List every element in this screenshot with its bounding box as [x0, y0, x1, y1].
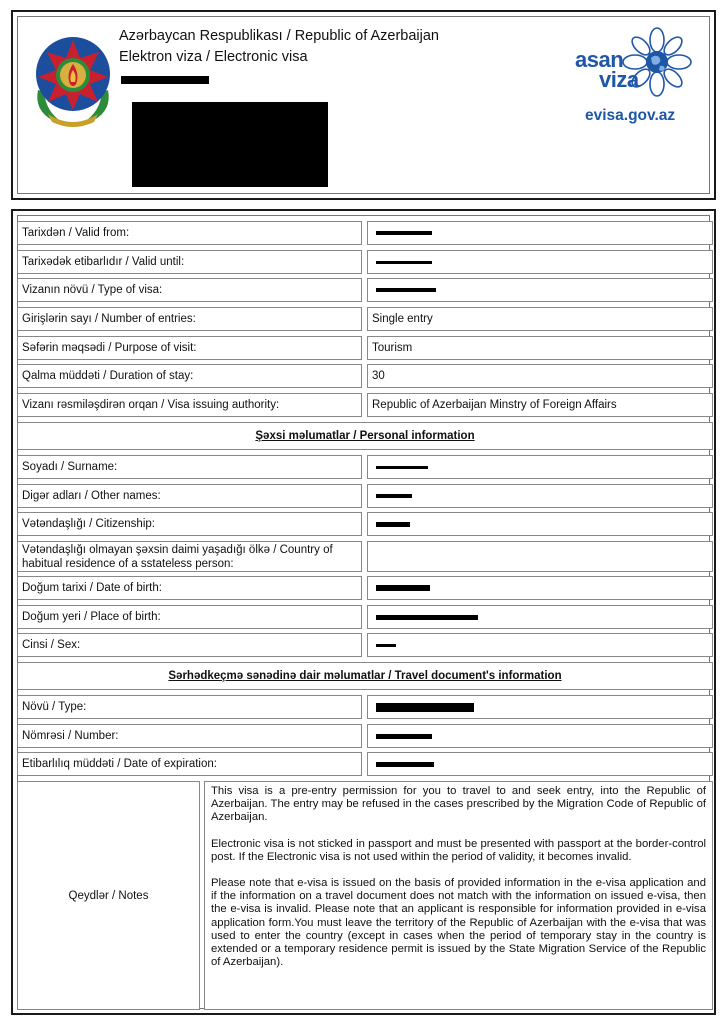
date-of-birth-label: Doğum tarixi / Date of birth:	[17, 576, 362, 600]
sex-label: Cinsi / Sex:	[17, 633, 362, 657]
redacted-value	[376, 522, 410, 527]
duration-value: 30	[367, 364, 713, 388]
entries-value: Single entry	[367, 307, 713, 331]
other-names-label: Digər adları / Other names:	[17, 484, 362, 508]
doc-type-value	[367, 695, 713, 719]
redacted-value	[376, 494, 412, 498]
authority-value: Republic of Azerbaijan Minstry of Foreign Affairs	[367, 393, 713, 417]
redacted-value	[376, 466, 428, 469]
redacted-value	[376, 644, 396, 647]
logo-website: evisa.gov.az	[585, 107, 676, 124]
sex-value	[367, 633, 713, 657]
citizenship-label: Vətəndaşlığı / Citizenship:	[17, 512, 362, 536]
other-names-value	[367, 484, 713, 508]
header-panel	[11, 10, 716, 200]
surname-label: Soyadı / Surname:	[17, 455, 362, 479]
purpose-value: Tourism	[367, 336, 713, 360]
duration-label: Qalma müddəti / Duration of stay:	[17, 364, 362, 388]
citizenship-value	[367, 512, 713, 536]
redacted-value	[376, 288, 436, 292]
logo-word-viza: viza	[599, 67, 639, 92]
document-subtitle: Elektron viza / Electronic visa	[119, 49, 308, 65]
asan-viza-logo	[573, 26, 703, 130]
azerbaijan-emblem-icon	[32, 32, 114, 128]
valid-until-value	[367, 250, 713, 274]
redacted-value	[376, 703, 474, 712]
doc-number-label: Nömrəsi / Number:	[17, 724, 362, 748]
notes-label: Qeydlər / Notes	[17, 781, 200, 1010]
visa-type-label: Vizanın növü / Type of visa:	[17, 278, 362, 302]
stateless-residence-value	[367, 541, 713, 572]
surname-value	[367, 455, 713, 479]
doc-number-value	[367, 724, 713, 748]
valid-from-label: Tarixdən / Valid from:	[17, 221, 362, 245]
travel-doc-heading: Sərhədkeçmə sənədinə dair məlumatlar / Travel document's information	[17, 662, 713, 690]
visa-details-panel	[11, 209, 716, 1015]
place-of-birth-label: Doğum yeri / Place of birth:	[17, 605, 362, 629]
authority-label: Vizanı rəsmiləşdirən orqan / Visa issuing authority:	[17, 393, 362, 417]
notes-paragraph-1: This visa is a pre-entry permission for you to travel to and seek entry, into the Republic of Azerbaijan. The entry may be refused in the cases prescribed by the Migration Code of Republic of Azerbaijan.	[211, 785, 706, 824]
personal-info-heading: Şəxsi məlumatlar / Personal information	[17, 422, 713, 450]
redacted-value	[376, 261, 432, 264]
date-of-birth-value	[367, 576, 713, 600]
stateless-residence-label: Vətəndaşlığı olmayan şəxsin daimi yaşadığı ölkə / Country of habitual residence of a sstateless person:	[17, 541, 362, 572]
redacted-value	[376, 231, 432, 235]
valid-until-label: Tarixədək etibarlıdır / Valid until:	[17, 250, 362, 274]
redacted-value	[376, 734, 432, 739]
notes-paragraph-2: Electronic visa is not sticked in passport and must be presented with passport at the border-control post. If the Electronic visa is not used within the period of validity, it becomes invalid.	[211, 837, 706, 863]
redacted-value	[376, 585, 430, 591]
redacted-value	[376, 615, 478, 620]
valid-from-value	[367, 221, 713, 245]
purpose-label: Səfərin məqsədi / Purpose of visit:	[17, 336, 362, 360]
place-of-birth-value	[367, 605, 713, 629]
logo-word-asan: asan	[575, 47, 624, 72]
redacted-line	[121, 76, 209, 84]
redacted-value	[376, 762, 434, 767]
doc-type-label: Növü / Type:	[17, 695, 362, 719]
notes-paragraph-3: Please note that e-visa is issued on the basis of provided information in the e-visa application and if the information on a travel document does not match with the information on issued e-visa, then the e-visa is invalid. Please note that an applicant is responsible for information provided in e-visa application form.You must leave the territory of the Republic of Azerbaijan with the e-visa that was used to enter the country (except in cases when the period of temporary stay in the country is extended or a temporary residence permit is issued by the State Migration Service of the Republic of Azerbaijan).	[211, 877, 706, 969]
expiration-value	[367, 752, 713, 776]
expiration-label: Etibarlılıq müddəti / Date of expiration:	[17, 752, 362, 776]
entries-label: Girişlərin sayı / Number of entries:	[17, 307, 362, 331]
visa-type-value	[367, 278, 713, 302]
notes-text	[204, 781, 713, 1010]
redacted-photo-block	[132, 102, 328, 187]
document-title: Azərbaycan Respublikası / Republic of Azerbaijan	[119, 28, 439, 44]
